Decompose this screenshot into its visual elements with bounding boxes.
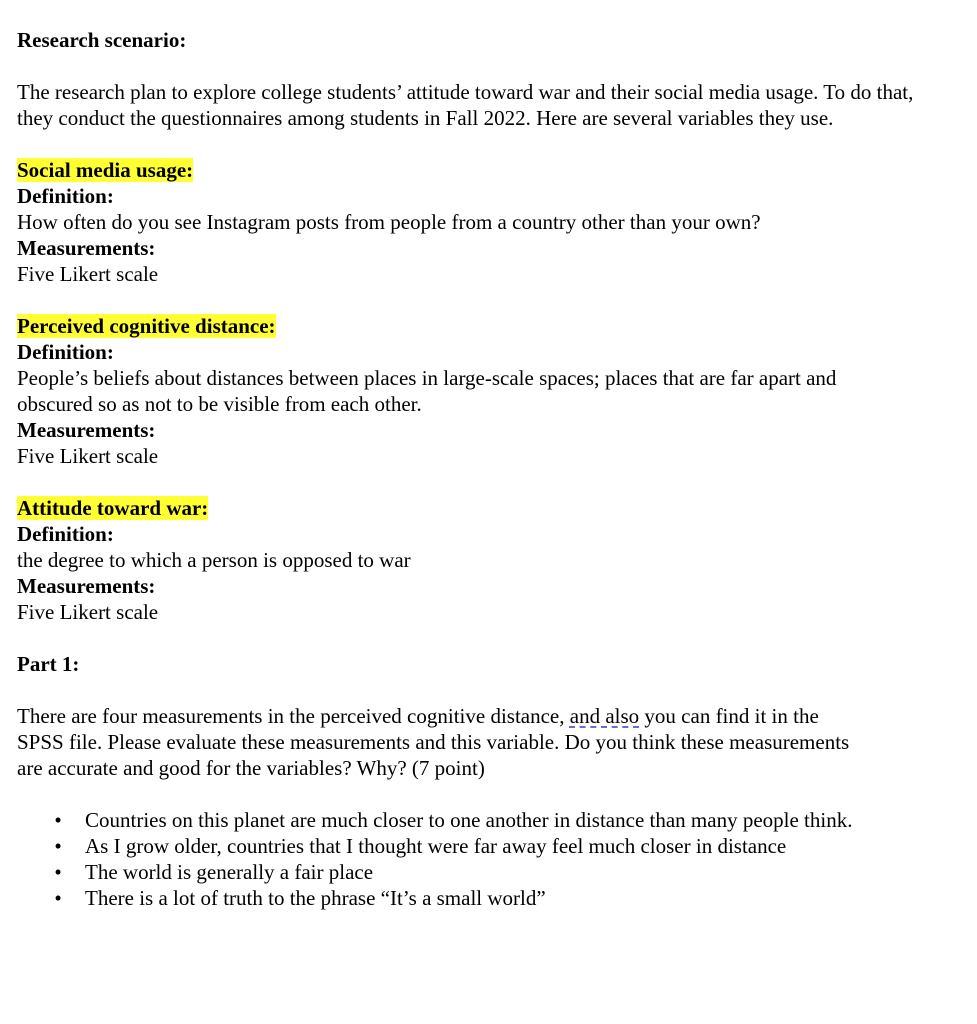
list-item-text: There is a lot of truth to the phrase “It’s a small world” [85, 886, 546, 910]
measurements-text: Five Likert scale [17, 444, 159, 468]
scenario-intro: The research plan to explore college students’ attitude toward war and their social media usage. To do that, they conduct the questionnaires among students in Fall 2022. Here are several variables they use. [17, 80, 914, 130]
part1-text-after: you can find it in the SPSS file. Please evaluate these measurements and this variable. Do you think these measurements are accurate and good for the variables? Why? (7 point) [17, 704, 850, 780]
part1-text-before: There are four measurements in the perceived cognitive distance, [17, 704, 570, 728]
spacer [17, 469, 917, 495]
measurement-items-list [17, 807, 917, 911]
spacer [17, 781, 917, 807]
bullet-icon: • [54, 834, 62, 858]
spacer [17, 677, 917, 703]
variable-perceived-cognitive-distance [17, 313, 917, 469]
variable-attitude-toward-war [17, 495, 917, 625]
variable-title: Perceived cognitive distance: [17, 314, 276, 338]
part1-heading: Part 1: [17, 652, 80, 676]
spacer [17, 287, 917, 313]
list-item [17, 885, 917, 911]
spacer [17, 625, 917, 651]
document-page [17, 27, 917, 911]
spelling-marked-text[interactable]: and also [569, 704, 640, 728]
measurements-label: Measurements: [17, 236, 156, 260]
variable-social-media-usage [17, 157, 917, 287]
list-item [17, 859, 917, 885]
measurements-label: Measurements: [17, 418, 156, 442]
measurements-label: Measurements: [17, 574, 156, 598]
list-item-text: As I grow older, countries that I thought were far away feel much closer in distance [85, 834, 787, 858]
spacer [17, 53, 917, 79]
measurements-text: Five Likert scale [17, 262, 159, 286]
bullet-icon: • [54, 860, 62, 884]
spacer [17, 131, 917, 157]
definition-label: Definition: [17, 522, 114, 546]
definition-text: How often do you see Instagram posts from people from a country other than your own? [17, 210, 761, 234]
definition-label: Definition: [17, 340, 114, 364]
variable-title: Attitude toward war: [17, 496, 209, 520]
bullet-icon: • [54, 886, 62, 910]
bullet-icon: • [54, 808, 62, 832]
part1-question [17, 703, 857, 781]
definition-text: People’s beliefs about distances between places in large-scale spaces; places that are far apart and obscured so as not to be visible from each other. [17, 366, 837, 416]
list-item [17, 807, 875, 833]
list-item-text: Countries on this planet are much closer to one another in distance than many people think. [85, 808, 853, 832]
measurements-text: Five Likert scale [17, 600, 159, 624]
variable-title: Social media usage: [17, 158, 194, 182]
definition-text: the degree to which a person is opposed to war [17, 548, 411, 572]
scenario-heading: Research scenario: [17, 28, 187, 52]
definition-label: Definition: [17, 184, 114, 208]
list-item-text: The world is generally a fair place [85, 860, 374, 884]
list-item [17, 833, 917, 859]
